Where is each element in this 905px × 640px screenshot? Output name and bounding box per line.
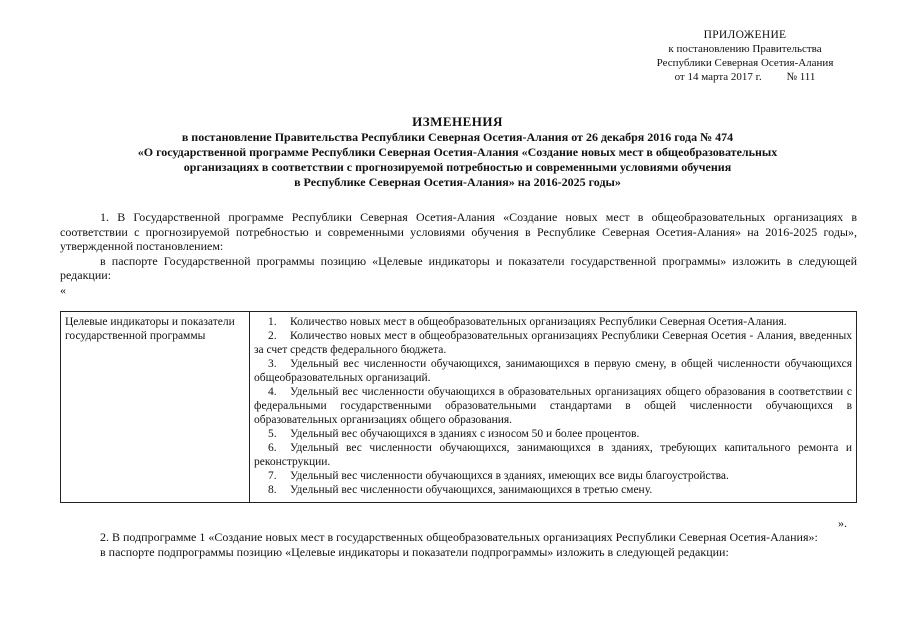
section-1 xyxy=(60,210,857,296)
indicator-item: 1. Количество новых мест в общеобразовательных организациях Республики Северная Осетия-Алания. xyxy=(268,316,787,328)
indicator-item: 3. Удельный вес численности обучающихся, занимающихся в первую смену, в общей численности обучающихся общеобразовательных организаций. xyxy=(254,358,852,384)
indicator-item: 6. Удельный вес численности обучающихся, занимающихся в зданиях, требующих капитального ремонта и реконструкции. xyxy=(254,442,852,468)
quote-open-mark: « xyxy=(60,282,66,297)
passport-table xyxy=(60,311,857,503)
indicator-item: 2. Количество новых мест в общеобразовательных организациях Республики Северная Осетия - Алания, введенных за счет средств федерального бюджета. xyxy=(254,330,852,356)
appendix-date-line xyxy=(630,70,860,84)
section-2-intro: 2. В подпрограмме 1 «Создание новых мест в государственных общеобразовательных организациях Республики Северная Осетия-Алания»: xyxy=(100,530,818,544)
heading-line-2: «О государственной программе Республики Северная Осетия-Алания «Создание новых мест в общеобразовательных xyxy=(137,145,778,159)
section-2-instruction: в паспорте подпрограммы позицию «Целевые индикаторы и показатели подпрограммы» изложить в следующей редакции: xyxy=(100,545,729,559)
appendix-date: от 14 марта 2017 г. xyxy=(674,71,762,83)
appendix-line-1: к постановлению Правительства xyxy=(668,43,822,55)
indicator-item: 8. Удельный вес численности обучающихся, занимающихся в третью смену. xyxy=(268,484,653,496)
section-1-intro: 1. В Государственной программе Республики Северная Осетия-Алания «Создание новых мест в общеобразовательных организациях в соответствии с прогнозируемой потребностью и современными условиями обучения в Республике Северная Осетия-Алания» на 2016-2025 годы», утвержденной постановлением: xyxy=(60,210,857,253)
heading-line-3: организациях в соответствии с прогнозируемой потребностью и современными условиями обучения xyxy=(183,160,732,174)
indicator-item: 5. Удельный вес обучающихся в зданиях с износом 50 и более процентов. xyxy=(268,428,640,440)
passport-indicators-cell xyxy=(250,312,857,503)
appendix-label: ПРИЛОЖЕНИЕ xyxy=(703,29,787,41)
heading-line-1: в постановление Правительства Республики Северная Осетия-Алания от 26 декабря 2016 года № 474 xyxy=(181,130,734,144)
heading-line-4: в Республике Северная Осетия-Алания» на 2016-2025 годы» xyxy=(294,175,621,189)
section-1-instruction: в паспорте Государственной программы позицию «Целевые индикаторы и показатели государственной программы» изложить в следующей редакции: xyxy=(60,253,857,282)
indicator-item: 4. Удельный вес численности обучающихся в образовательных организациях общего образования в соответствии с федеральными государственными образовательными стандартами в общей численности обучающихся в образовательных организациях общего образования. xyxy=(254,386,852,426)
appendix-number: № 111 xyxy=(786,71,816,83)
document-heading xyxy=(60,114,855,190)
appendix-line-2: Республики Северная Осетия-Алания xyxy=(656,57,834,69)
passport-table-row xyxy=(61,312,857,503)
section-2 xyxy=(60,530,857,560)
quote-close-mark: ». xyxy=(838,516,847,530)
passport-left-label: Целевые индикаторы и показатели государственной программы xyxy=(61,312,250,503)
appendix-block xyxy=(630,28,860,84)
document-title: ИЗМЕНЕНИЯ xyxy=(412,114,503,129)
indicator-item: 7. Удельный вес численности обучающихся в зданиях, имеющих все виды благоустройства. xyxy=(268,470,729,482)
